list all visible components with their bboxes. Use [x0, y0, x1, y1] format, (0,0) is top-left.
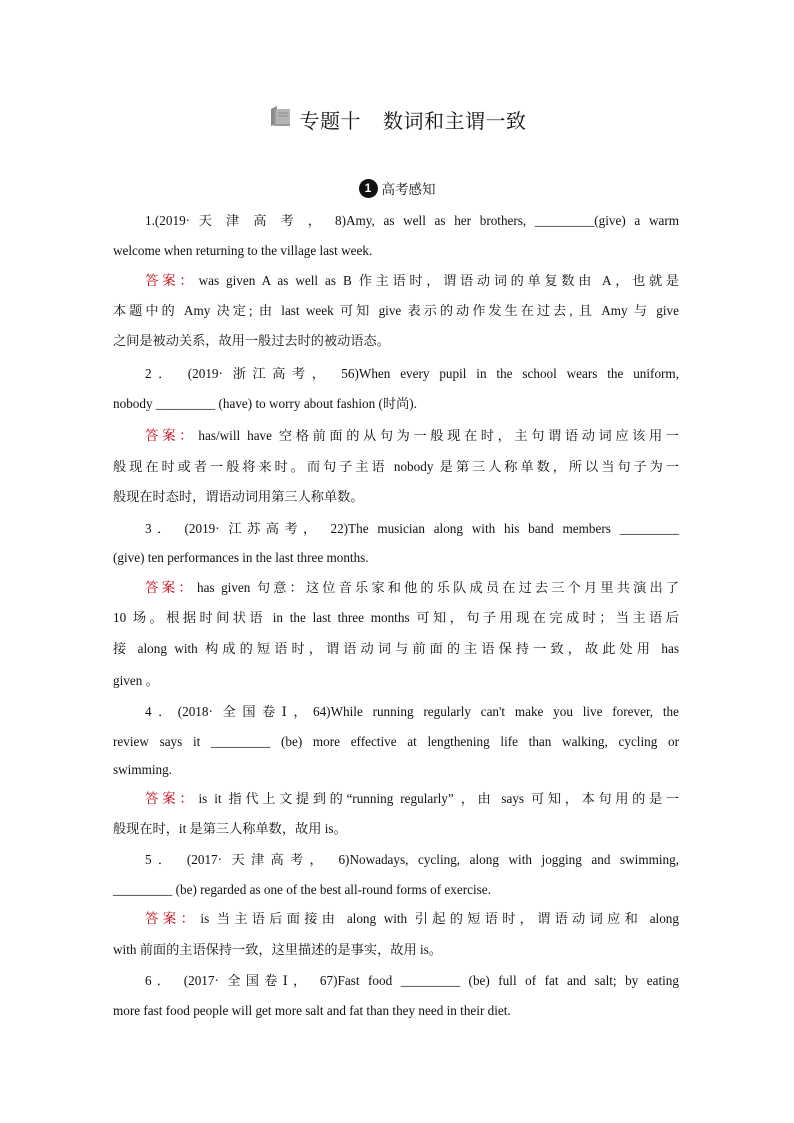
q5-answer-line-1: [145, 908, 679, 930]
q2-line-2: nobody _________ (have) to worry about fashion (时尚).: [113, 396, 417, 411]
book-icon: [268, 105, 292, 133]
q3-line-1: 3． (2019· 江苏高考， 22)The musician along with his band members _________: [145, 521, 679, 536]
q2-answer-line-3: 般现在时态时，谓语动词用第三人称单数。: [113, 489, 364, 504]
title-part1: 专题十: [299, 110, 361, 133]
answer-text: was given A as well as B 作主语时，谓语动词的单复数由 A，也就是: [198, 273, 679, 288]
q3-line-2: (give) ten performances in the last three months.: [113, 550, 369, 565]
section-number-badge: 1: [359, 179, 378, 198]
answer-label: 答案：: [145, 273, 197, 289]
q4-line-3: swimming.: [113, 762, 172, 777]
q1-answer-line-2: 本题中的 Amy 决定; 由 last week 可知 give 表示的动作发生在过去, 且 Amy 与 give: [113, 303, 679, 318]
answer-text: is it 指代上文提到的“running regularly” ，由 says 可知，本句用的是一: [198, 791, 679, 806]
q6-line-2: more fast food people will get more salt and fat than they need in their diet.: [113, 1003, 511, 1018]
page-title: [0, 104, 794, 134]
q6-line-1: 6． (2017· 全国卷Ⅰ， 67)Fast food _________ (be) full of fat and salt; by eating: [145, 973, 679, 988]
answer-text: is 当主语后面接由 along with 引起的短语时，谓语动词应和 along: [200, 911, 679, 926]
title-part2: 数词和主谓一致: [383, 110, 527, 133]
q1-line-1: 1.(2019· 天 津 高 考 ， 8)Amy, as well as her brothers, _________(give) a warm: [145, 213, 679, 228]
q2-answer-line-1: [145, 425, 679, 447]
answer-text: has/will have 空格前面的从句为一般现在时，主句谓语动词应该用一: [198, 428, 679, 443]
q4-line-1: 4．(2018· 全国卷Ⅰ，64)While running regularly can't make you live forever, the: [145, 704, 679, 719]
q1-answer-line-1: [145, 270, 679, 292]
q4-answer-line-1: [145, 788, 679, 810]
section-header: [0, 176, 794, 200]
q1-answer-line-3: 之间是被动关系，故用一般过去时的被动语态。: [113, 333, 390, 348]
q1-line-2: welcome when returning to the village last week.: [113, 243, 373, 258]
q3-answer-line-3: 接 along with 构成的短语时，谓语动词与前面的主语保持一致，故此处用 has: [113, 641, 679, 656]
answer-text: has given 句意：这位音乐家和他的乐队成员在过去三个月里共演出了: [197, 580, 679, 595]
q5-line-1: 5． (2017· 天津高考， 6)Nowadays, cycling, along with jogging and swimming,: [145, 852, 679, 867]
q2-line-1: 2． (2019· 浙江高考， 56)When every pupil in the school wears the uniform,: [145, 366, 679, 381]
answer-label: 答案：: [145, 911, 199, 927]
q4-answer-line-2: 般现在时，it 是第三人称单数，故用 is。: [113, 821, 347, 836]
q3-answer-line-2: 10 场。根据时间状语 in the last three months 可知，句子用现在完成时；当主语后: [113, 610, 679, 625]
answer-label: 答案：: [145, 580, 196, 596]
q3-answer-line-1: [145, 577, 679, 599]
answer-label: 答案：: [145, 428, 197, 444]
q5-answer-line-2: with 前面的主语保持一致，这里描述的是事实，故用 is。: [113, 942, 442, 957]
q4-line-2: review says it _________ (be) more effective at lengthening life than walking, cycling or: [113, 734, 679, 749]
section-label: 高考感知: [381, 182, 436, 198]
answer-label: 答案：: [145, 791, 197, 807]
q3-answer-line-4: given 。: [113, 673, 159, 688]
q2-answer-line-2: 般现在时或者一般将来时。而句子主语 nobody 是第三人称单数，所以当句子为一: [113, 459, 679, 474]
q5-line-2: _________ (be) regarded as one of the best all-round forms of exercise.: [113, 882, 491, 897]
